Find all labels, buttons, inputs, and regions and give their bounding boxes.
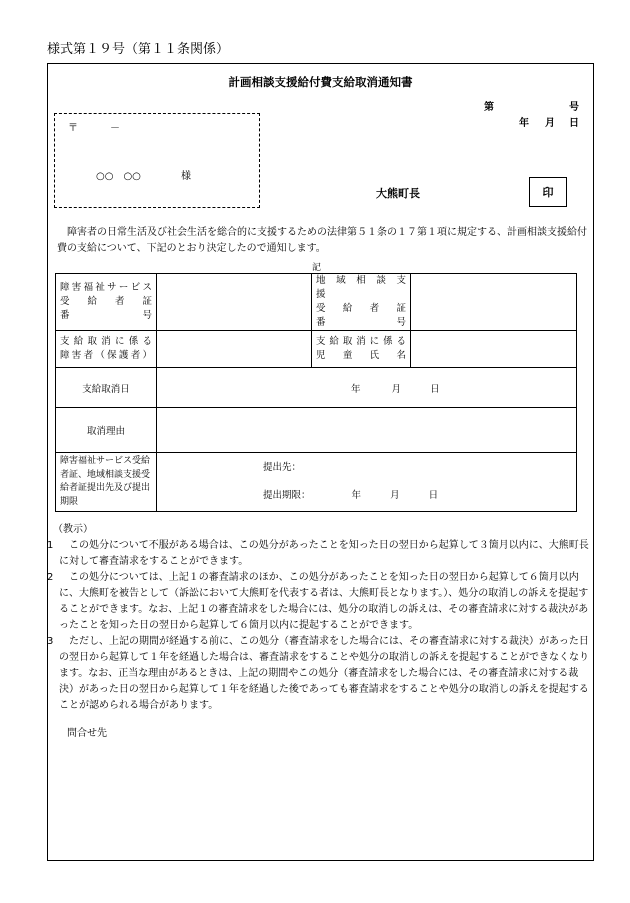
child-name-field[interactable] xyxy=(411,331,577,368)
regional-cert-number-label: 地 域 相 談 支 援 受 給 者 証 番 号 xyxy=(312,274,411,331)
date-day: 日 xyxy=(569,118,579,129)
info-table xyxy=(55,273,577,512)
issuer-name: 大熊町長 xyxy=(376,187,420,200)
cancel-date-label: 支給取消日 xyxy=(56,368,157,408)
instruction-item: 1 この処分について不服がある場合は、この処分があったことを知った日の翌日から起算して３箇月以内に、大熊町長に対して審査請求をすることができます。 xyxy=(47,540,589,567)
number-suffix: 号 xyxy=(569,102,579,113)
table-row xyxy=(56,331,577,368)
instructions-section xyxy=(47,522,592,714)
regional-cert-number-boxes[interactable] xyxy=(411,274,577,331)
postal-dash: － xyxy=(110,123,120,134)
postal-mark: 〒 xyxy=(68,123,78,134)
reason-field[interactable] xyxy=(157,408,577,453)
submit-to-label: 提出先： xyxy=(263,462,302,473)
date-month: 月 xyxy=(545,118,555,129)
address-box xyxy=(54,113,260,208)
table-row xyxy=(56,408,577,453)
number-prefix: 第 xyxy=(484,102,494,113)
date-year: 年 xyxy=(519,118,529,129)
submit-field[interactable] xyxy=(157,453,577,512)
child-name-label: 支給取消に係る 児 童 氏 名 xyxy=(312,331,411,368)
seal-box xyxy=(529,177,567,207)
submit-deadline-line: 提出期限： 年 月 日 xyxy=(263,490,439,501)
recipient-name: ○○ ○○ xyxy=(96,171,141,182)
form-number-label: 様式第１９号（第１１条関係） xyxy=(47,42,230,57)
table-row xyxy=(56,274,577,331)
submit-label: 障害福祉サービス受給者証、地域相談支援受給者証提出先及び提出期限 xyxy=(56,453,157,512)
instructions-header: （教示） xyxy=(53,524,93,535)
table-row xyxy=(56,453,577,512)
document-title: 計画相談支援給付費支給取消通知書 xyxy=(228,75,413,89)
cancel-person-label: 支給取消に係る 障害者（保護者） xyxy=(56,331,157,368)
cert-number-boxes[interactable] xyxy=(157,274,312,331)
cancel-person-field[interactable] xyxy=(157,331,312,368)
instruction-item: 2 この処分については、上記１の審査請求のほか、この処分があったことを知った日の翌日から起算して６箇月以内に、大熊町を被告として（訴訟において大熊町を代表する者は、大熊町長となります。）、処分の取消しの訴えを提起することができます。なお、上記１の審査請求をした場合には、処分の取消しの訴えは、その審査請求に対する裁決があったことを知った日の翌日から起算して６箇月以内に提起することができます。 xyxy=(47,572,589,631)
intro-paragraph: 障害者の日常生活及び社会生活を総合的に支援するための法律第５１条の１７第１項に規定する、計画相談支援給付費の支給について、下記のとおり決定したので通知します。 xyxy=(57,227,587,254)
reason-label: 取消理由 xyxy=(56,408,157,453)
cancel-date-field[interactable]: 年 月 日 xyxy=(157,368,577,408)
table-row xyxy=(56,368,577,408)
instruction-item: 3 ただし、上記の期間が経過する前に、この処分（審査請求をした場合には、その審査請求に対する裁決）があった日の翌日から起算して１年を経過した場合は、審査請求をすることや処分の取消しの訴えを提起することができなくなります。なお、正当な理由があるときは、上記の期間やこの処分（審査請求をした場合には、その審査請求に対する裁決）があった日の翌日から起算して１年を経過した後であっても審査請求をすることや処分の取消しの訴えを提起することが認められる場合があります。 xyxy=(47,636,589,711)
contact-label: 問合せ先 xyxy=(67,728,107,739)
seal-text: 印 xyxy=(542,186,554,199)
cert-number-label: 障害福祉サービス 受 給 者 証 番 号 xyxy=(56,274,157,331)
ki-marker: 記 xyxy=(312,263,322,273)
recipient-honorific: 様 xyxy=(181,171,191,182)
